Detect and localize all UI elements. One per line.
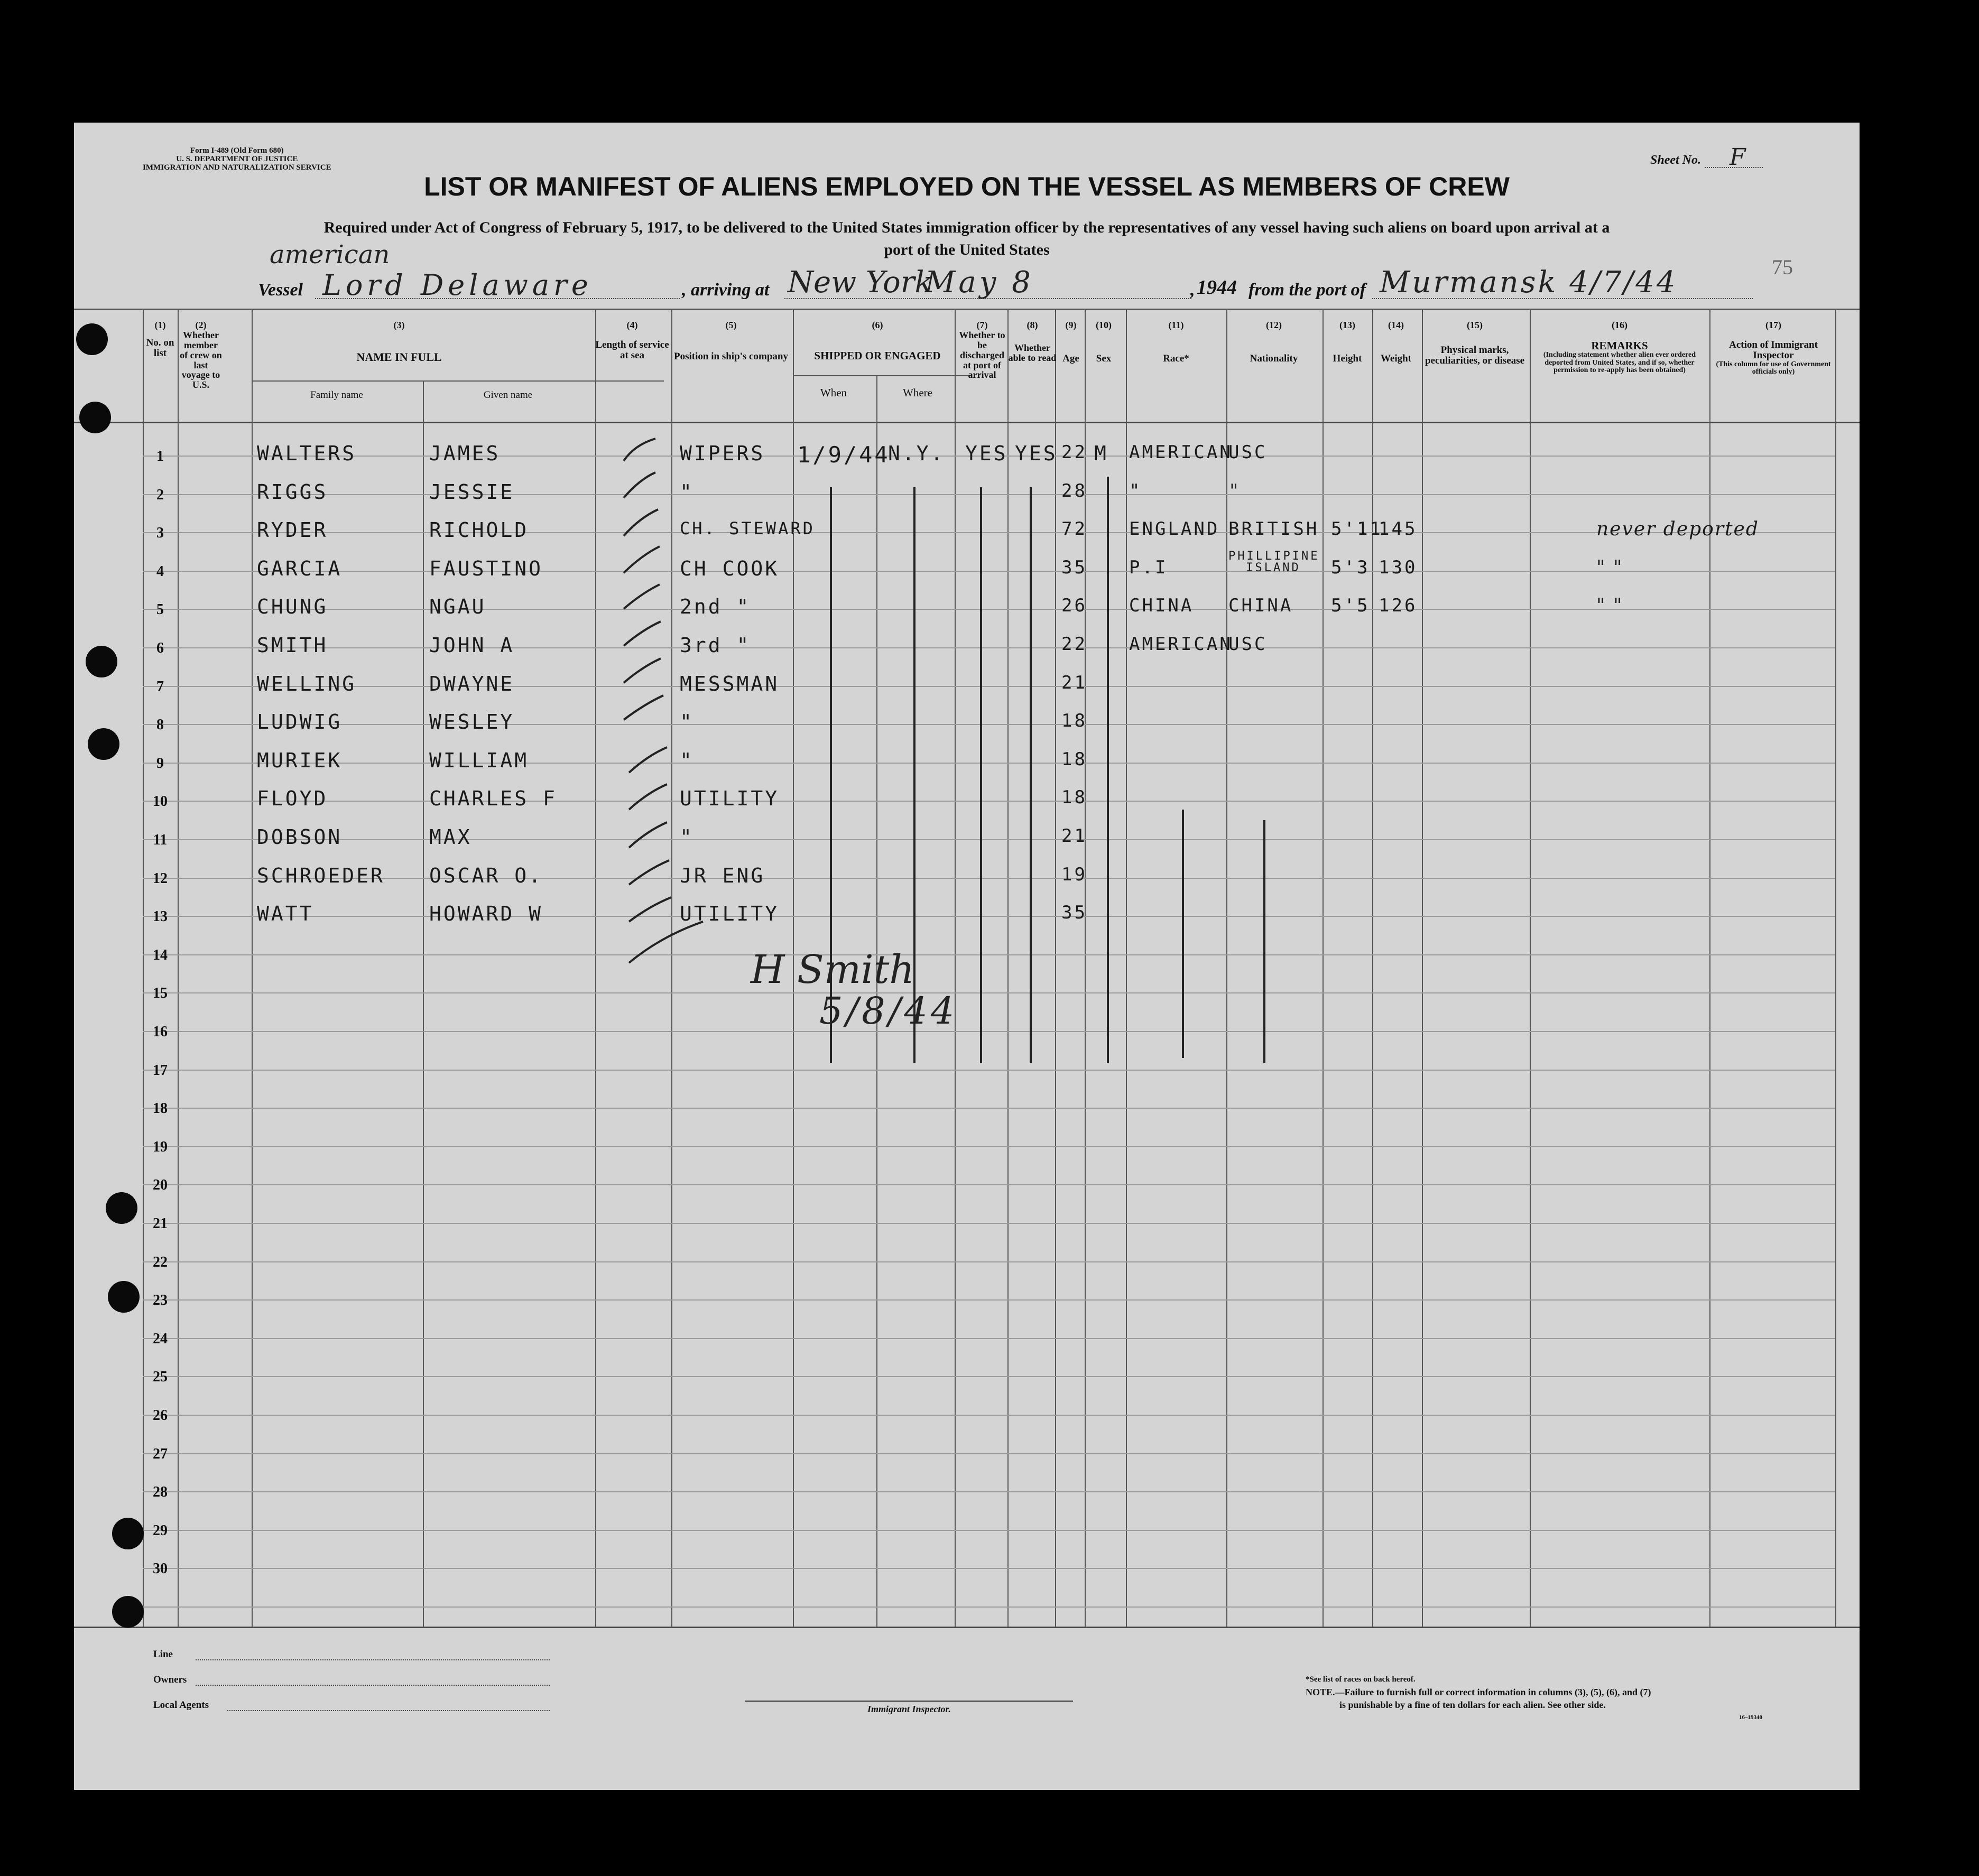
- column-divider: [1055, 309, 1056, 1627]
- cell-position: ": [680, 749, 694, 772]
- row-number: 26: [153, 1407, 168, 1424]
- col9-num: (9): [1065, 320, 1077, 330]
- row-divider: [143, 571, 1835, 572]
- column-divider: [143, 309, 144, 1627]
- col10-num: (10): [1096, 320, 1112, 330]
- service-column-marks: [571, 434, 708, 730]
- row-number: 17: [153, 1062, 168, 1079]
- cell-age: 28: [1061, 480, 1087, 501]
- cell-given: WESLEY: [429, 710, 515, 733]
- col5-num: (5): [725, 320, 737, 330]
- cell-family: RYDER: [257, 518, 328, 542]
- col8-header: [1007, 320, 1057, 363]
- col15-num: (15): [1467, 320, 1483, 330]
- col3-num: (3): [393, 320, 405, 330]
- binder-hole: [79, 402, 111, 433]
- col17-num: (17): [1765, 320, 1781, 330]
- binder-hole: [108, 1281, 140, 1313]
- cell-age: 35: [1061, 557, 1087, 578]
- cell-age: 19: [1061, 864, 1087, 885]
- cell-family: RIGGS: [257, 480, 328, 504]
- table-bottom-border: [74, 1627, 1860, 1628]
- row-divider: [143, 1606, 1835, 1608]
- cell-nationality: ": [1228, 480, 1242, 501]
- col1-label: No. on list: [146, 337, 174, 359]
- col8-label: Whether able to read: [1008, 342, 1057, 363]
- row-divider: [143, 1108, 1835, 1109]
- discharged-ditto-line: [980, 487, 982, 1063]
- cell-remarks: " ": [1596, 557, 1623, 579]
- column-divider: [1422, 309, 1423, 1627]
- col15-label: Physical marks, peculiarities, or disease: [1425, 344, 1525, 366]
- cell-nationality: PHILLIPINE ISLAND: [1228, 550, 1320, 574]
- col7-label: Whether to be discharged at port of arrival: [959, 329, 1005, 380]
- col1-header: [145, 320, 175, 359]
- cell-given: JESSIE: [429, 480, 515, 504]
- row-number: 24: [153, 1331, 168, 1347]
- form-id: [143, 147, 331, 172]
- cell-position: CH COOK: [680, 557, 780, 580]
- form-id-line1: Form I-489 (Old Form 680): [190, 146, 284, 155]
- row-divider: [143, 609, 1835, 610]
- cell-nationality: USC: [1228, 442, 1268, 463]
- col8-num: (8): [1027, 320, 1038, 330]
- owners-field: [196, 1685, 550, 1686]
- row-divider: [143, 801, 1835, 802]
- cell-race: AMERICAN: [1129, 634, 1233, 655]
- cell-family: WATT: [257, 902, 314, 925]
- line-field: [196, 1659, 550, 1660]
- col11-num: (11): [1168, 320, 1184, 330]
- cell-weight: 145: [1379, 518, 1418, 540]
- cell-position: ": [680, 710, 694, 733]
- cell-position: WIPERS: [680, 442, 765, 465]
- row-number: 7: [156, 679, 164, 695]
- cell-given: MAX: [429, 825, 472, 849]
- col14-label: Weight: [1380, 352, 1412, 364]
- race-ditto-line: [1182, 810, 1184, 1058]
- cell-age: 18: [1061, 710, 1087, 731]
- cell-position: ": [680, 825, 694, 849]
- column-divider: [423, 380, 424, 1627]
- cell-family: WELLING: [257, 672, 357, 695]
- col5-header: [671, 320, 791, 362]
- inspector-label: Immigrant Inspector.: [867, 1704, 951, 1714]
- row-number: 12: [153, 870, 168, 887]
- cell-position: UTILITY: [680, 787, 780, 810]
- col3-label: NAME IN FULL: [356, 350, 442, 364]
- subtitle-line2: port of the United States: [884, 241, 1050, 258]
- name-split-line: [252, 380, 664, 382]
- row-number: 25: [153, 1369, 168, 1385]
- col10-header: [1085, 320, 1123, 364]
- cell-family: SMITH: [257, 634, 328, 657]
- row-divider: [143, 839, 1835, 840]
- row-number: 8: [156, 717, 164, 733]
- row-divider: [143, 532, 1835, 533]
- form-id-line3: IMMIGRATION AND NATURALIZATION SERVICE: [143, 163, 331, 172]
- cell-age: 22: [1061, 634, 1087, 655]
- page-title: LIST OR MANIFEST OF ALIENS EMPLOYED ON THE VESSEL AS MEMBERS OF CREW: [424, 172, 1510, 201]
- cell-position: CH. STEWARD: [680, 518, 815, 538]
- row-number: 1: [156, 448, 164, 465]
- cell-given: OSCAR O.: [429, 864, 543, 887]
- row-number: 22: [153, 1254, 168, 1270]
- row-divider: [143, 1070, 1835, 1071]
- row-divider: [143, 1338, 1835, 1339]
- row-divider: [143, 647, 1835, 648]
- column-divider: [1372, 309, 1373, 1627]
- row-number: 23: [153, 1292, 168, 1308]
- binder-hole: [112, 1596, 144, 1628]
- row-divider: [143, 1184, 1835, 1185]
- cell-given: CHARLES F: [429, 787, 557, 810]
- row-number: 18: [153, 1100, 168, 1117]
- races-note: *See list of races on back hereof.: [1306, 1675, 1416, 1684]
- cell-family: DOBSON: [257, 825, 343, 849]
- cell-position: UTILITY: [680, 902, 780, 925]
- cell-position: 2nd ": [680, 595, 751, 618]
- col5-label: Position in ship's company: [674, 350, 788, 362]
- column-divider: [1835, 309, 1836, 1627]
- row-divider: [143, 1568, 1835, 1569]
- agents-label: Local Agents: [153, 1699, 209, 1711]
- cell-given: HOWARD W: [429, 902, 543, 925]
- row-number: 5: [156, 601, 164, 618]
- header-bottom-border: [74, 422, 1860, 423]
- row-number: 11: [153, 832, 168, 848]
- col3-given: Given name: [483, 389, 533, 401]
- sheet-label: Sheet No.: [1650, 153, 1701, 167]
- col3-family: Family name: [310, 389, 363, 401]
- row-divider: [143, 763, 1835, 764]
- cell-position: MESSMAN: [680, 672, 780, 695]
- col2-header: [180, 320, 222, 390]
- col2-label: Whether member of crew on last voyage to U.S.: [180, 329, 222, 391]
- col13-num: (13): [1339, 320, 1355, 330]
- subtitle-line1: Required under Act of Congress of February 5, 1917, to be delivered to the United States immigration officer by the representatives of any vessel having such aliens on board upon arrival at a: [323, 219, 1610, 236]
- col4-num: (4): [626, 320, 638, 330]
- row-divider: [143, 1530, 1835, 1531]
- binder-hole: [112, 1518, 144, 1549]
- row-divider: [143, 878, 1835, 879]
- cell-height: 5'11: [1331, 518, 1383, 540]
- binder-hole: [88, 728, 119, 760]
- cell-discharged: YES: [965, 442, 1008, 465]
- col12-header: [1226, 320, 1321, 364]
- cell-when: 1/9/44: [797, 442, 890, 468]
- column-divider: [955, 309, 956, 1627]
- col15-header: [1422, 320, 1528, 366]
- inspector-line: [745, 1701, 1073, 1702]
- cell-nationality: BRITISH: [1228, 518, 1319, 540]
- cell-position: JR ENG: [680, 864, 765, 887]
- vessel-name: Lord Delaware: [322, 268, 593, 302]
- row-divider: [143, 916, 1835, 917]
- col6-num: (6): [872, 320, 883, 330]
- cell-family: FLOYD: [257, 787, 328, 810]
- row-number: 10: [153, 793, 168, 810]
- row-number: 13: [153, 908, 168, 925]
- row-number: 28: [153, 1484, 168, 1500]
- note-line2: is punishable by a fine of ten dollars for each alien. See other side.: [1339, 1699, 1606, 1710]
- binder-hole: [76, 323, 108, 355]
- col10-label: Sex: [1096, 352, 1112, 364]
- cell-family: SCHROEDER: [257, 864, 385, 887]
- cell-age: 18: [1061, 787, 1087, 808]
- row-number: 6: [156, 640, 164, 656]
- row-number: 19: [153, 1139, 168, 1155]
- cell-family: CHUNG: [257, 595, 328, 618]
- arriving-port: New York: [788, 265, 933, 300]
- column-divider: [252, 309, 253, 1627]
- cell-age: 18: [1061, 749, 1087, 770]
- col16-num: (16): [1612, 320, 1627, 330]
- cell-race: ENGLAND: [1129, 518, 1220, 540]
- inspector-signature: H Smith: [751, 947, 914, 992]
- col13-label: Height: [1333, 352, 1362, 364]
- col12-num: (12): [1266, 320, 1282, 330]
- service-column-marks-lower: [576, 736, 724, 1063]
- cell-weight: 130: [1379, 557, 1418, 578]
- from-port-label: from the port of: [1249, 280, 1366, 300]
- cell-race: AMERICAN: [1129, 442, 1233, 463]
- note-line1: NOTE.—Failure to furnish full or correct information in columns (3), (5), (6), and (7): [1306, 1687, 1651, 1697]
- cell-family: GARCIA: [257, 557, 343, 580]
- cell-given: DWAYNE: [429, 672, 515, 695]
- owners-label: Owners: [153, 1674, 187, 1685]
- cell-nationality: CHINA: [1228, 595, 1293, 616]
- column-divider: [1085, 309, 1086, 1627]
- col13-header: [1323, 320, 1372, 364]
- signature-date: 5/8/44: [819, 989, 958, 1033]
- cell-given: JAMES: [429, 442, 501, 465]
- col12-label: Nationality: [1250, 352, 1298, 364]
- year: 1944: [1197, 276, 1237, 299]
- year-comma: ,: [1190, 280, 1195, 300]
- col4-label: Length of service at sea: [595, 339, 669, 361]
- cell-where: N.Y.: [888, 442, 945, 465]
- col11-label: Race*: [1163, 352, 1189, 364]
- cell-position: ": [680, 480, 694, 504]
- arrival-date: May 8: [925, 265, 1034, 300]
- col16-label: REMARKS: [1591, 339, 1648, 352]
- col2-num: (2): [195, 320, 207, 330]
- cell-age: 21: [1061, 825, 1087, 847]
- row-number: 16: [153, 1024, 168, 1040]
- cell-given: NGAU: [429, 595, 486, 618]
- cell-age: 21: [1061, 672, 1087, 693]
- read-ditto-line: [1030, 487, 1032, 1063]
- cell-race: CHINA: [1129, 595, 1194, 616]
- row-number: 14: [153, 947, 168, 963]
- col7-header: [957, 320, 1007, 380]
- binder-hole: [86, 646, 117, 677]
- cell-race: P.I: [1129, 557, 1168, 578]
- cell-given: RICHOLD: [429, 518, 529, 542]
- cell-weight: 126: [1379, 595, 1418, 616]
- row-divider: [143, 1491, 1835, 1492]
- sex-ditto-line: [1107, 477, 1109, 1063]
- cell-read: YES: [1015, 442, 1058, 465]
- row-number: 29: [153, 1522, 168, 1539]
- col6-where: Where: [903, 386, 932, 399]
- row-number: 15: [153, 985, 168, 1001]
- cell-age: 26: [1061, 595, 1087, 616]
- col17-label: Action of Immigrant Inspector: [1729, 339, 1818, 361]
- print-code: 16–19340: [1739, 1714, 1762, 1721]
- from-port: Murmansk 4/7/44: [1380, 265, 1678, 300]
- row-divider: [143, 1223, 1835, 1224]
- row-divider: [143, 954, 1835, 955]
- col9-label: Age: [1062, 352, 1079, 364]
- cell-age: 22: [1061, 442, 1087, 463]
- cell-age: 72: [1061, 518, 1087, 540]
- col14-header: [1372, 320, 1420, 364]
- row-number: 27: [153, 1446, 168, 1462]
- col7-num: (7): [976, 320, 988, 330]
- cell-given: JOHN A: [429, 634, 515, 657]
- binder-hole: [106, 1192, 137, 1224]
- cell-height: 5'5: [1331, 595, 1370, 616]
- column-divider: [1323, 309, 1324, 1627]
- row-divider: [143, 494, 1835, 495]
- vessel-nationality: american: [270, 240, 390, 270]
- column-divider: [178, 309, 179, 1627]
- col11-header: [1126, 320, 1226, 364]
- col16-sub: (Including statement whether alien ever ordered deported from United States, and if so, whether permission to re-apply has been obtained): [1543, 350, 1696, 375]
- vessel-label: Vessel: [258, 280, 303, 300]
- column-divider: [1007, 309, 1009, 1627]
- row-divider: [143, 1031, 1835, 1032]
- row-number: 20: [153, 1177, 168, 1193]
- column-divider: [1709, 309, 1710, 1627]
- line-label: Line: [153, 1649, 173, 1660]
- col9-header: [1055, 320, 1087, 364]
- cell-given: WILLIAM: [429, 749, 529, 772]
- cell-height: 5'3: [1331, 557, 1370, 578]
- cell-age: 35: [1061, 902, 1087, 923]
- row-divider: [143, 1299, 1835, 1301]
- corner-number: 75: [1772, 255, 1793, 279]
- cell-remarks: never deported: [1596, 518, 1759, 540]
- form-id-line2: U. S. DEPARTMENT OF JUSTICE: [176, 154, 298, 163]
- row-divider: [143, 992, 1835, 993]
- cell-sex: M: [1094, 442, 1108, 465]
- cell-nationality: USC: [1228, 634, 1268, 655]
- cell-remarks: " ": [1596, 595, 1623, 617]
- manifest-sheet: [74, 123, 1860, 1790]
- row-number: 3: [156, 525, 164, 541]
- row-divider: [143, 1261, 1835, 1262]
- col1-num: (1): [154, 320, 166, 330]
- row-divider: [143, 1376, 1835, 1377]
- col17-sub: (This column for use of Government officials only): [1716, 360, 1831, 376]
- row-divider: [143, 1146, 1835, 1147]
- row-number: 30: [153, 1561, 168, 1577]
- row-number: 9: [156, 755, 164, 772]
- row-divider: [143, 686, 1835, 687]
- column-divider: [1126, 309, 1127, 1627]
- row-divider: [143, 1415, 1835, 1416]
- row-divider: [143, 724, 1835, 725]
- cell-position: 3rd ": [680, 634, 751, 657]
- cell-family: MURIEK: [257, 749, 343, 772]
- row-number: 4: [156, 563, 164, 580]
- cell-family: WALTERS: [257, 442, 357, 465]
- col14-num: (14): [1388, 320, 1404, 330]
- column-divider: [1226, 309, 1227, 1627]
- column-divider: [1530, 309, 1531, 1627]
- cell-family: LUDWIG: [257, 710, 343, 733]
- agents-field: [227, 1710, 550, 1711]
- nationality-ditto-line: [1263, 820, 1265, 1063]
- row-number: 21: [153, 1215, 168, 1232]
- col17-header: [1712, 320, 1835, 376]
- row-number: 2: [156, 487, 164, 503]
- col4-header: [595, 320, 669, 361]
- col16-header: [1530, 320, 1709, 375]
- arriving-label: , arriving at: [682, 280, 770, 300]
- shipped-split-line: [793, 375, 970, 376]
- table-top-border: [74, 309, 1860, 310]
- sheet-no: F: [1730, 144, 1746, 171]
- cell-given: FAUSTINO: [429, 557, 543, 580]
- col6-when: When: [820, 386, 847, 399]
- col6-label: SHIPPED OR ENGAGED: [814, 349, 941, 362]
- cell-race: ": [1129, 480, 1142, 501]
- row-divider: [143, 1453, 1835, 1454]
